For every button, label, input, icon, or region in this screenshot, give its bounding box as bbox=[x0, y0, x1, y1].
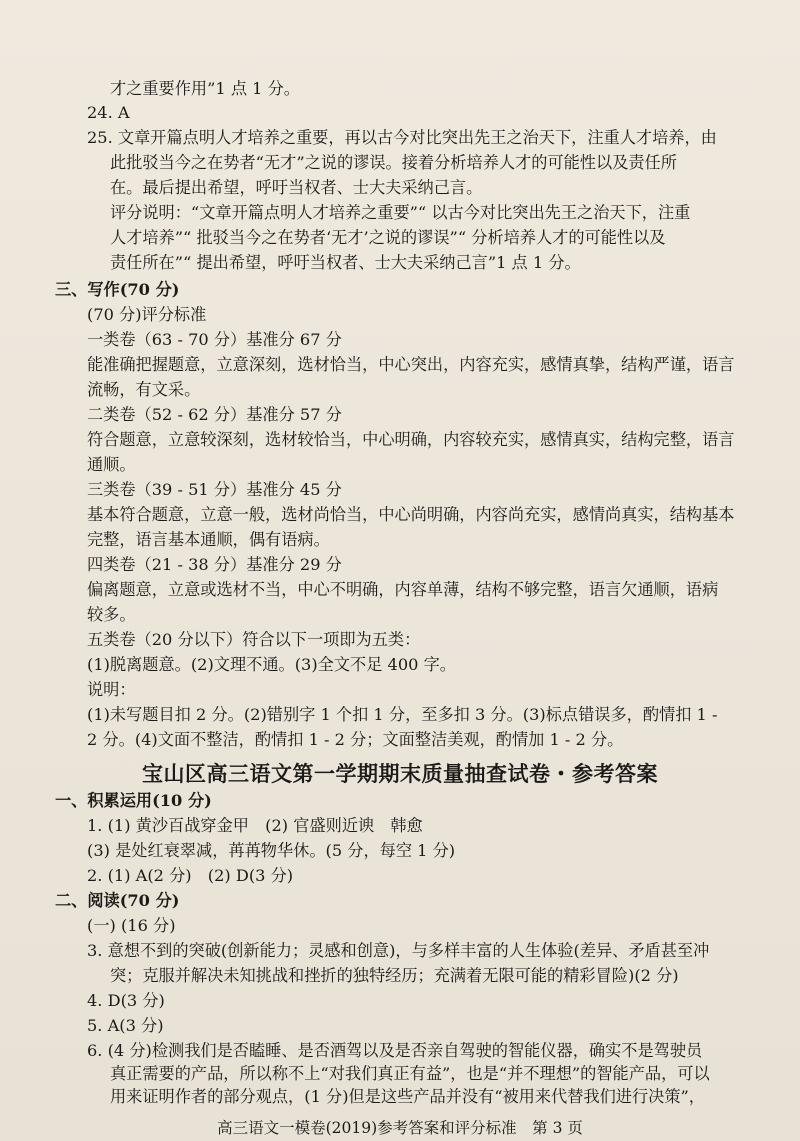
page-footer: 高三语文一模卷(2019)参考答案和评分标准 第 3 页 bbox=[217, 1119, 583, 1137]
scoring-note-line: 责任所在”“ 提出希望，呼吁当权者、士大夫采纳己言”1 点 1 分。 bbox=[110, 253, 581, 272]
writing-line: 四类卷（21 - 38 分）基准分 29 分 bbox=[87, 555, 342, 574]
writing-line: (1)未写题目扣 2 分。(2)错别字 1 个扣 1 分，至多扣 3 分。(3)标点错误多，酌情扣 1 - bbox=[87, 705, 718, 724]
writing-line: 三类卷（39 - 51 分）基准分 45 分 bbox=[87, 480, 342, 499]
answer-line: 真正需要的产品，所以称不上“对我们真正有益”，也是“并不理想”的智能产品，可以 bbox=[110, 1064, 710, 1083]
writing-line: 偏离题意，立意或选材不当，中心不明确，内容单薄，结构不够完整，语言欠通顺，语病 bbox=[87, 580, 719, 599]
answer-line: 才之重要作用”1 点 1 分。 bbox=[110, 79, 300, 98]
answer-line: 此批驳当今之在势者“无才”之说的谬误。接着分析培养人才的可能性以及责任所 bbox=[110, 153, 677, 172]
writing-line: (1)脱离题意。(2)文理不通。(3)全文不足 400 字。 bbox=[87, 655, 456, 674]
writing-line: 二类卷（52 - 62 分）基准分 57 分 bbox=[87, 405, 342, 424]
writing-line: 说明： bbox=[87, 680, 136, 699]
answer-line: 2. (1) A(2 分) (2) D(3 分) bbox=[87, 866, 294, 885]
writing-line: 通顺。 bbox=[87, 455, 136, 474]
answer-line: 突；克服并解决未知挑战和挫折的独特经历；充满着无限可能的精彩冒险)(2 分) bbox=[110, 966, 679, 985]
answer-line: 3. 意想不到的突破(创新能力；灵感和创意)，与多样丰富的人生体验(差异、矛盾甚至冲 bbox=[87, 941, 710, 960]
scoring-note-line: 人才培养”“ 批驳当今之在势者‘无才’之说的谬误”“ 分析培养人才的可能性以及 bbox=[110, 228, 666, 247]
scoring-note-line: 评分说明：“文章开篇点明人才培养之重要”“ 以古今对比突出先王之治天下，注重 bbox=[110, 203, 691, 222]
answer-line: 4. D(3 分) bbox=[87, 991, 165, 1010]
answer-line: 用来证明作者的部分观点，(1 分)但是这些产品并没有“被用来代替我们进行决策”， bbox=[110, 1087, 705, 1106]
writing-line: 流畅，有文采。 bbox=[87, 380, 201, 399]
page-title: 宝山区高三语文第一学期期末质量抽查试卷・参考答案 bbox=[142, 761, 658, 786]
answer-line: 24. A bbox=[87, 103, 130, 122]
answer-line: 6. (4 分)检测我们是否瞌睡、是否酒驾以及是否亲自驾驶的智能仪器，确实不是驾驶员 bbox=[87, 1041, 703, 1060]
writing-line: 基本符合题意，立意一般，选材尚恰当，中心尚明确，内容尚充实，感情尚真实，结构基本 bbox=[87, 505, 735, 524]
writing-line: 符合题意，立意较深刻，选材较恰当，中心明确，内容较充实，感情真实，结构完整，语言 bbox=[87, 430, 735, 449]
answer-line: 1. (1) 黄沙百战穿金甲 (2) 官盛则近谀 韩愈 bbox=[87, 816, 423, 835]
answer-line: 5. A(3 分) bbox=[87, 1016, 164, 1035]
section-heading-reading: 二、阅读(70 分) bbox=[55, 891, 180, 910]
writing-line: 完整，语言基本通顺，偶有语病。 bbox=[87, 530, 330, 549]
writing-line: 较多。 bbox=[87, 605, 136, 624]
answer-line: 在。最后提出希望，呼吁当权者、士大夫采纳己言。 bbox=[110, 178, 483, 197]
writing-line: 能准确把握题意，立意深刻，选材恰当，中心突出，内容充实，感情真挚，结构严谨，语言 bbox=[87, 355, 735, 374]
writing-line: (70 分)评分标准 bbox=[87, 305, 207, 324]
answer-line: (一) (16 分) bbox=[87, 916, 176, 935]
writing-line: 一类卷（63 - 70 分）基准分 67 分 bbox=[87, 330, 342, 349]
section-heading-writing: 三、写作(70 分) bbox=[55, 280, 180, 299]
writing-line: 五类卷（20 分以下）符合以下一项即为五类： bbox=[87, 630, 421, 649]
answer-line: 25. 文章开篇点明人才培养之重要，再以古今对比突出先王之治天下，注重人才培养，由 bbox=[87, 128, 717, 147]
writing-line: 2 分。(4)文面不整洁，酌情扣 1 - 2 分；文面整洁美观，酌情加 1 - 2 分。 bbox=[87, 730, 624, 749]
section-heading-accumulation: 一、积累运用(10 分) bbox=[55, 791, 212, 810]
answer-line: (3) 是处红衰翠减，苒苒物华休。(5 分，每空 1 分) bbox=[87, 841, 456, 860]
